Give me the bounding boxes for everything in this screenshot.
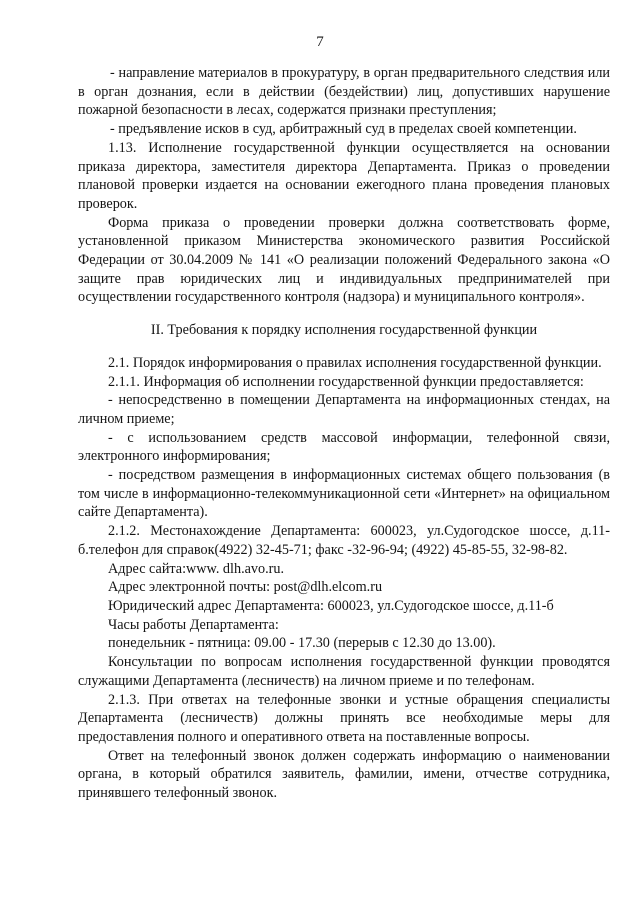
paragraph: 2.1.1. Информация об исполнении государственной функции предоставляется: [108,373,584,390]
section-heading: II. Требования к порядку исполнения государственной функции [150,322,538,339]
paragraph: - непосредственно в помещении Департамента на информационных стендах, на личном приеме; [78,392,610,427]
paragraph: 2.1. Порядок информирования о правилах исполнения государственной функции. [108,354,602,371]
paragraph: 2.1.2. Местонахождение Департамента: 600023, ул.Судогодское шоссе, д.11-б.телефон для справок(4922) 32-45-71; факс -32-96-94; (4922) 45-85-55, 32-98-82. [78,523,610,558]
paragraph: - посредством размещения в информационных системах общего пользования (в том числе в информационно-телекоммуникационной сети «Интернет» на официальном сайте Департамента). [78,467,610,521]
document-body [78,64,610,803]
paragraph: Адрес электронной почты: post@dlh.elcom.ru [108,579,383,596]
paragraph: - с использованием средств массовой информации, телефонной связи, электронного информирования; [78,429,610,465]
paragraph: Юридический адрес Департамента: 600023, ул.Судогодское шоссе, д.11-б [108,597,554,614]
paragraph: - направление материалов в прокуратуру, в орган предварительного следствия или в орган дознания, если в действии (бездействии) лиц, допустивших нарушение пожарной безопасности в лесах, содержатся признаки преступления; [78,65,610,119]
page-number: 7 [316,34,324,50]
paragraph: Часы работы Департамента: [108,616,279,633]
paragraph: 1.13. Исполнение государственной функции осуществляется на основании приказа директора, заместителя директора Департамента. Приказ о проведении плановой проверки издается на основании ежегодного плана проведения плановых проверок. [78,139,610,212]
paragraph: 2.1.3. При ответах на телефонные звонки и устные обращения специалисты Департамента (лесничеств) должны принять все необходимые меры для предоставления полного и оперативного ответа на поставленные вопросы. [78,691,610,745]
paragraph: понедельник - пятница: 09.00 - 17.30 (перерыв с 12.30 до 13.00). [108,635,496,652]
paragraph: - предъявление исков в суд, арбитражный суд в пределах своей компетенции. [110,121,577,138]
paragraph: Форма приказа о проведении проверки должна соответствовать форме, установленной приказом Министерства экономического развития Российской Федерации от 30.04.2009 № 141 «О реализации положений Федерального закона «О защите прав юридических лиц и индивидуальных предпринимателей при осуществлении государственного контроля (надзора) и муниципального контроля». [78,214,610,306]
paragraph: Ответ на телефонный звонок должен содержать информацию о наименовании органа, в который обратился заявитель, фамилии, имени, отчестве сотрудника, принявшего телефонный звонок. [78,747,610,802]
paragraph: Адрес сайта:www. dlh.avo.ru. [108,560,285,577]
paragraph: Консультации по вопросам исполнения государственной функции проводятся служащими Департамента (лесничеств) на личном приеме и по телефонам. [78,654,610,689]
